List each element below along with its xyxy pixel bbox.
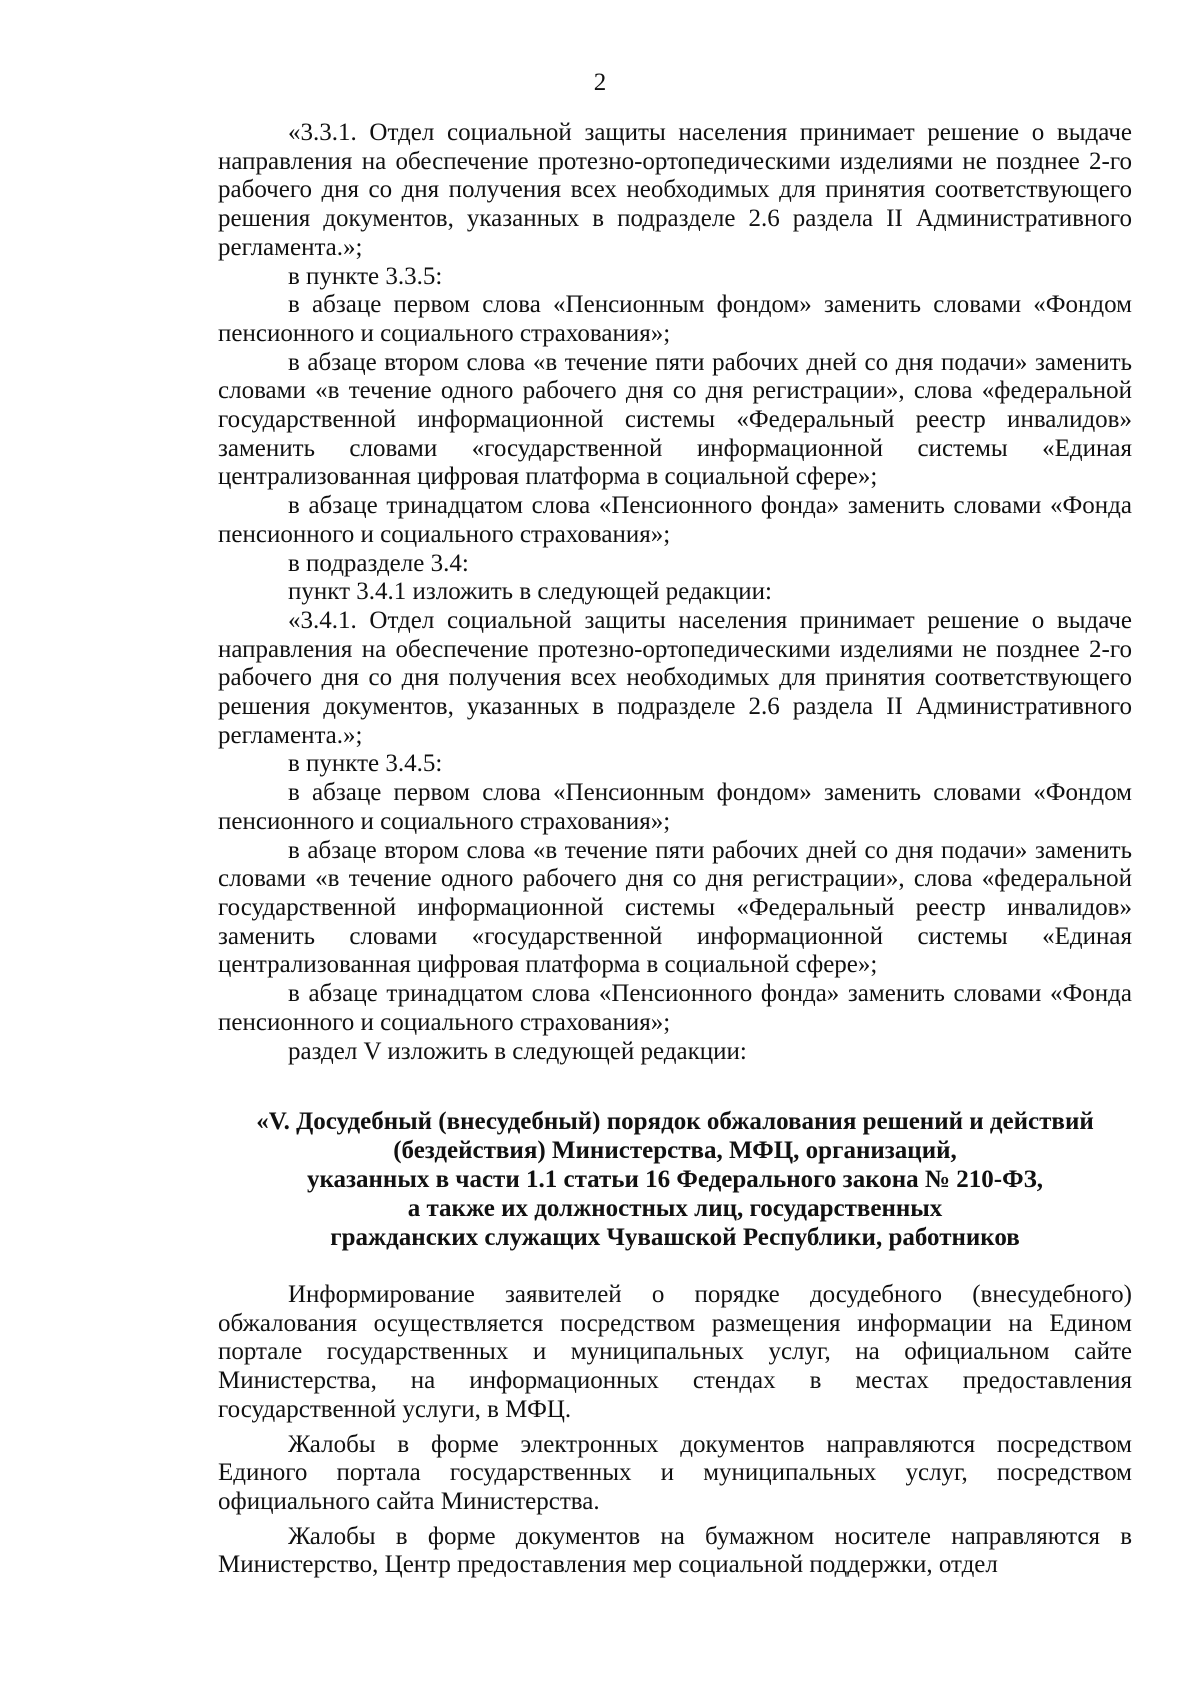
section-v-heading	[200, 1107, 1150, 1252]
paragraph-subsection-3-4: в подразделе 3.4:	[288, 549, 469, 577]
heading-line: а также их должностных лиц, государственных	[407, 1195, 943, 1222]
paragraph-item-3-3-5: в пункте 3.3.5:	[288, 262, 443, 290]
paragraph-3-4-1: «3.4.1. Отдел социальной защиты населения принимает решение о выдаче направления на обеспечение протезно-ортопедическими изделиями не позднее 2-го рабочего дня со дня получения всех необходимых для принятия соответствующего решения документов, указанных в подразделе 2.6 раздела II Административного регламента.»;	[218, 606, 1132, 749]
heading-line: «V. Досудебный (внесудебный) порядок обжалования решений и действий	[256, 1108, 1094, 1135]
paragraph-section-v-intro: раздел V изложить в следующей редакции:	[288, 1037, 747, 1065]
paragraph-3-4-5-second: в абзаце втором слова «в течение пяти рабочих дней со дня подачи» заменить словами «в течение одного рабочего дня со дня регистрации», слова «федеральной государственной информационной системы «Федеральный реестр инвалидов» заменить словами «государственной информационной системы «Единая централизованная цифровая платформа в социальной сфере»;	[218, 836, 1132, 979]
paragraph-3-3-1: «3.3.1. Отдел социальной защиты населения принимает решение о выдаче направления на обеспечение протезно-ортопедическими изделиями не позднее 2-го рабочего дня со дня получения всех необходимых для принятия соответствующего решения документов, указанных в подразделе 2.6 раздела II Административного регламента.»;	[218, 119, 1132, 261]
heading-line: (бездействия) Министерства, МФЦ, организаций,	[393, 1137, 957, 1164]
paragraph-3-4-5-thirteenth: в абзаце тринадцатом слова «Пенсионного фонда» заменить словами «Фонда пенсионного и социального страхования»;	[218, 980, 1132, 1036]
paragraph-3-3-5-thirteenth: в абзаце тринадцатом слова «Пенсионного фонда» заменить словами «Фонда пенсионного и социального страхования»;	[218, 492, 1132, 548]
heading-line: гражданских служащих Чувашской Республики, работников	[330, 1224, 1020, 1251]
paragraph-electronic-complaints: Жалобы в форме электронных документов направляются посредством Единого портала государственных и муниципальных услуг, посредством официального сайта Министерства.	[218, 1430, 1132, 1515]
section-v-text	[218, 1281, 1132, 1580]
paragraph-item-3-4-5: в пункте 3.4.5:	[288, 750, 443, 778]
amendments-text	[218, 119, 1132, 1066]
paragraph-3-4-1-intro: пункт 3.4.1 изложить в следующей редакции:	[288, 578, 772, 606]
paragraph-paper-complaints: Жалобы в форме документов на бумажном носителе направляются в Министерство, Центр предоставления мер социальной поддержки, отдел	[218, 1522, 1132, 1579]
page-number: 2	[593, 69, 607, 96]
paragraph-3-3-5-second: в абзаце втором слова «в течение пяти рабочих дней со дня подачи» заменить словами «в течение одного рабочего дня со дня регистрации», слова «федеральной государственной информационной системы «Федеральный реестр инвалидов» заменить словами «государственной информационной системы «Единая централизованная цифровая платформа в социальной сфере»;	[218, 348, 1132, 491]
paragraph-informing: Информирование заявителей о порядке досудебного (внесудебного) обжалования осуществляется посредством размещения информации на Едином портале государственных и муниципальных услуг, на официальном сайте Министерства, на информационных стендах в местах предоставления государственной услуги, в МФЦ.	[218, 1281, 1132, 1423]
paragraph-3-3-5-first: в абзаце первом слова «Пенсионным фондом» заменить словами «Фондом пенсионного и социального страхования»;	[218, 291, 1132, 347]
heading-line: указанных в части 1.1 статьи 16 Федерального закона № 210-ФЗ,	[306, 1166, 1044, 1193]
paragraph-3-4-5-first: в абзаце первом слова «Пенсионным фондом» заменить словами «Фондом пенсионного и социального страхования»;	[218, 779, 1132, 835]
